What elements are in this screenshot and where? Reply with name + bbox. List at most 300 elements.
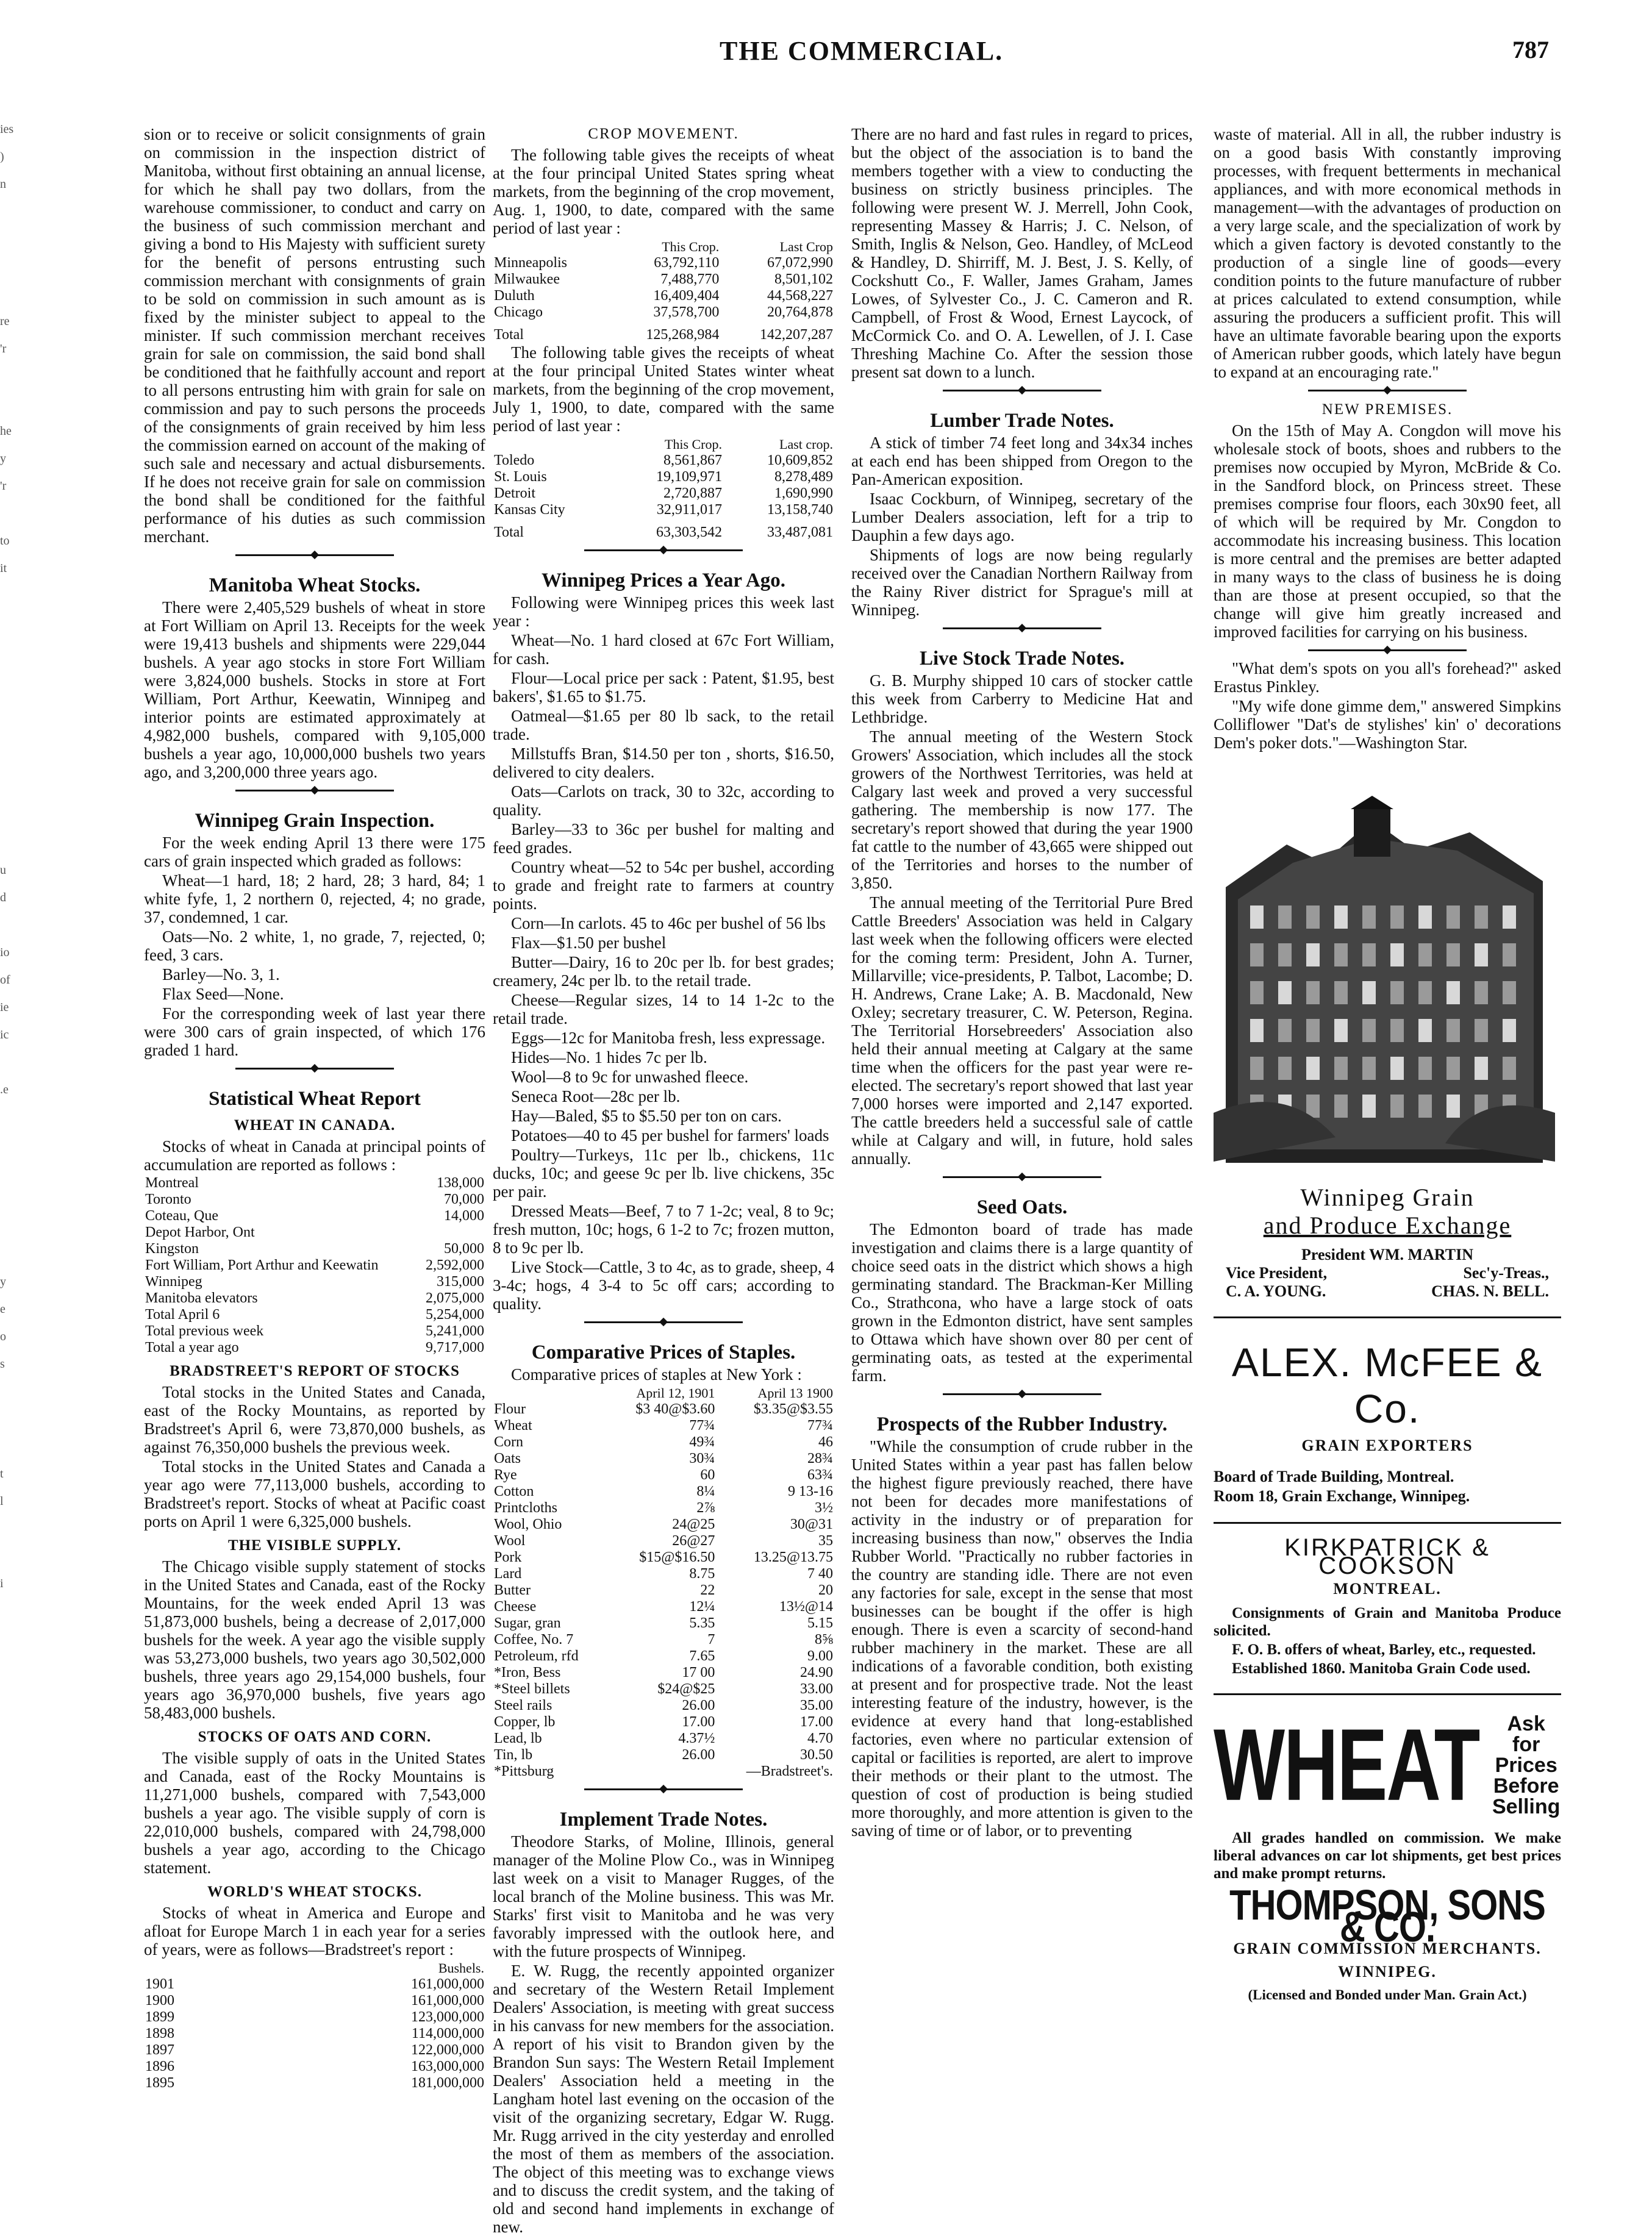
winter-wheat-row <box>493 502 834 518</box>
col-header: Last Crop <box>779 239 833 254</box>
building-window <box>1418 1057 1432 1080</box>
section-divider <box>1308 646 1467 654</box>
building-window <box>1306 943 1320 966</box>
price-item: Butter—Dairy, 16 to 20c per lb. for best grades; creamery, 24c per lb. to the retail trade. <box>493 953 834 990</box>
winter-wheat-total-label: Total <box>494 524 524 540</box>
spring-wheat-row <box>493 304 834 321</box>
spring-wheat-row-b: 44,568,227 <box>767 288 833 304</box>
staple-price-row-b: 77¾ <box>807 1418 833 1434</box>
building-window <box>1362 1057 1376 1080</box>
price-item: Live Stock—Cattle, 3 to 4c, as to grade, sheep, 4 3-4c; hogs, 4 3-4 to 5c off cars; according to quality. <box>493 1258 834 1313</box>
price-item: Potatoes—40 to 45 per bushel for farmers' loads <box>511 1126 829 1145</box>
price-item: Wool—8 to 9c for unwashed fleece. <box>511 1068 749 1086</box>
staple-price-row-a: 2⅞ <box>696 1500 715 1516</box>
winter-wheat-row <box>493 469 834 485</box>
canada-stock-row-place: Fort William, Port Arthur and Keewatin <box>145 1257 379 1273</box>
building-window <box>1250 981 1264 1004</box>
spring-wheat-total-a: 125,268,984 <box>646 327 720 343</box>
staple-price-row-b: 30.50 <box>800 1747 833 1763</box>
inspection-paragraph: Wheat—1 hard, 18; 2 hard, 28; 3 hard, 84; 1 white fyfe, 1, 2 northern 0, rejected, 4; no grade, 37, condemned, 1 car. <box>144 871 485 926</box>
spring-wheat-row-city: Minneapolis <box>494 255 567 271</box>
winter-wheat-row-b: 10,609,852 <box>767 452 833 468</box>
building-window <box>1306 905 1320 929</box>
price-item: Barley—33 to 36c per bushel for malting and feed grades. <box>493 820 834 857</box>
new-premises-heading: NEW PREMISES. <box>1321 401 1453 418</box>
staple-price-row-item: Printcloths <box>494 1500 558 1516</box>
canada-total-row-label: Total a year ago <box>145 1340 239 1356</box>
building-window <box>1475 1057 1488 1080</box>
building-window <box>1306 1095 1320 1118</box>
sec-label: Sec'y-Treas., <box>1463 1264 1549 1282</box>
canada-total-row <box>144 1323 485 1340</box>
price-item: Hides—No. 1 hides 7c per lb. <box>511 1048 707 1066</box>
livestock-paragraph: G. B. Murphy shipped 10 cars of stocker cattle this week from Carberry to Medicine Hat and Lethbridge. <box>851 671 1193 726</box>
section-divider <box>943 386 1101 395</box>
staple-price-row-b: 28¾ <box>807 1451 833 1466</box>
price-item: Country wheat—52 to 54c per bushel, according to grade and freight rate to farmers at country points. <box>493 858 834 913</box>
visible-supply-subheading: THE VISIBLE SUPPLY. <box>227 1537 402 1554</box>
canada-stock-row <box>144 1208 485 1224</box>
winter-wheat-total <box>493 518 834 541</box>
spring-wheat-row-city: Duluth <box>494 288 535 304</box>
canada-total-row-value: 9,717,000 <box>426 1340 484 1356</box>
rubber-heading: Prospects of the Rubber Industry. <box>876 1413 1168 1435</box>
spring-wheat-row-a: 63,792,110 <box>654 255 720 271</box>
col-header: This Crop. <box>662 239 720 254</box>
col-header: April 13 1900 <box>757 1385 833 1401</box>
staple-price-row-a: 30¾ <box>689 1451 715 1466</box>
building-window <box>1306 981 1320 1004</box>
staple-price-row-a: 5.35 <box>689 1615 715 1631</box>
canada-stock-row-value: 138,000 <box>437 1175 484 1191</box>
sec-name: CHAS. N. BELL. <box>1431 1282 1549 1300</box>
canada-stock-row-value <box>415 1224 485 1241</box>
bradstreet-subheading: BRADSTREET'S REPORT OF STOCKS <box>170 1363 460 1379</box>
kirkpatrick-ad-line: Established 1860. Manitoba Grain Code used. <box>1232 1660 1531 1677</box>
staple-price-row-item: Oats <box>494 1451 521 1466</box>
exchange-title <box>1214 1184 1561 1240</box>
implement-paragraph: E. W. Rugg, the recently appointed organizer and secretary of the Western Retail Implement Dealers' Association, is meeting with great success in his canvass for new members for the association. A report of his visit to Brandon given by the Brandon Sun says: The Western Retail Implement Dealers' Association held a meeting in the Langham hotel last evening on the occasion of the visit of the organizing secretary, Edgar W. Rugg. Mr. Rugg arrived in the city yesterday and enrolled the most of them as members of the association. The object of this meeting was to exchange views and to discuss the credit system, and the taking of old and second hand implements in exchange of new. <box>493 1962 834 2236</box>
winter-wheat-row-city: Toledo <box>494 452 535 468</box>
canada-total-row <box>144 1340 485 1356</box>
building-window <box>1475 943 1488 966</box>
world-stocks-table <box>144 1960 485 2091</box>
staple-price-row-item: Lard <box>494 1566 522 1582</box>
canada-stock-row <box>144 1241 485 1257</box>
canada-stock-row <box>144 1274 485 1290</box>
staple-price-row-a: $15@$16.50 <box>639 1549 715 1565</box>
building-window <box>1278 1019 1292 1042</box>
staple-price-row-item: Sugar, gran <box>494 1615 561 1631</box>
staple-price-row <box>493 1549 834 1566</box>
building-window <box>1334 905 1348 929</box>
crop-intro-winter: The following table gives the receipts of wheat at the four principal United States winter wheat markets, from the beginning of the crop movement, July 1, 1900, to date, compared with the same period of last year : <box>493 343 834 435</box>
building-window <box>1446 1057 1460 1080</box>
staple-price-row <box>493 1615 834 1632</box>
commission-act-text: sion or to receive or solicit consignments of grain on commission in the inspection district of Manitoba, without first obtaining an annual license, for which he shall pay two dollars, from the warehouse commissioner, to conduct and carry on the business of such commission merchant and giving a bond to His Majesty with sufficient surety for the benefit of persons entrusting such commission merchant with consignments of grain to be sold on commission in such amount as is fixed by the minister subject to appeal to the minister. If such commission merchant receives grain for sale on commission, the said bond shall be conditioned that he faithfully account and report to all persons entrusting him with grain for sale on commission and pay to such persons the proceeds of the consignments of grain received by him less the commission earned on account of the making of such sale and necessary and actual disbursements. If he does not receive grain for sale on commission the bond shall be conditioned for the faithful performance of his duties as such commission merchant. <box>144 125 485 546</box>
section-divider <box>1308 386 1467 395</box>
world-stock-row-year: 1899 <box>145 2009 174 2025</box>
exchange-title-line1: Winnipeg Grain <box>1300 1184 1475 1211</box>
building-window <box>1362 1019 1376 1042</box>
staple-price-row <box>493 1418 834 1434</box>
spring-wheat-total-b: 142,207,287 <box>760 327 833 343</box>
staple-price-row-item: Rye <box>494 1467 517 1483</box>
canada-stock-row-place: Montreal <box>145 1175 199 1191</box>
canada-stock-row-place: Depot Harbor, Ont <box>145 1224 255 1240</box>
mcfee-address-line: Board of Trade Building, Montreal. <box>1214 1468 1454 1485</box>
staple-price-row-b: 17.00 <box>800 1714 833 1730</box>
wheat-ad <box>1214 1708 1561 1823</box>
staple-price-row <box>493 1516 834 1533</box>
building-window <box>1503 905 1516 929</box>
staple-price-row <box>493 1533 834 1549</box>
winter-wheat-row <box>493 485 834 502</box>
world-stock-row-value: 161,000,000 <box>411 1976 484 1992</box>
winter-wheat-row-city: Kansas City <box>494 502 565 518</box>
building-window <box>1390 1057 1404 1080</box>
livestock-heading: Live Stock Trade Notes. <box>919 648 1125 670</box>
world-stock-row <box>144 2042 485 2059</box>
world-stock-row-year: 1901 <box>145 1976 174 1992</box>
staple-price-row-item: Wool, Ohio <box>494 1516 562 1532</box>
staple-price-row-a: 17.00 <box>682 1714 715 1730</box>
staple-price-row-b: 13.25@13.75 <box>753 1549 833 1565</box>
kirkpatrick-ad-line: Consignments of Grain and Manitoba Produce solicited. <box>1214 1605 1561 1639</box>
staple-price-row-b: 30@31 <box>790 1516 833 1532</box>
mcfee-ad-address <box>1214 1467 1561 1506</box>
bradstreet-paragraph: Total stocks in the United States and Canada, east of the Rocky Mountains, as reported by Bradstreet's April 6, were 73,870,000 bushels, as against 76,350,000 bushels the previous week. <box>144 1383 485 1456</box>
left-margin-bleed-text: ies ) n re 'r he y 'r to it u d io of ie ic .e y e o s t l i <box>0 123 14 1590</box>
kirkpatrick-ad-body <box>1214 1604 1561 1677</box>
spring-wheat-row-city: Chicago <box>494 304 543 320</box>
price-item: Eggs—12c for Manitoba fresh, less expressage. <box>511 1029 826 1047</box>
staple-price-row-item: Corn <box>494 1434 523 1450</box>
canada-stock-row-value: 14,000 <box>444 1208 484 1224</box>
oats-corn-subheading: STOCKS OF OATS AND CORN. <box>198 1729 432 1745</box>
canada-stock-row-place: Kingston <box>145 1241 199 1257</box>
building-window <box>1418 1019 1432 1042</box>
ad-divider <box>1214 1316 1561 1318</box>
crop-movement-heading: CROP MOVEMENT. <box>588 126 739 142</box>
exchange-title-line2: and Produce Exchange <box>1263 1212 1512 1239</box>
staples-table <box>493 1385 834 1780</box>
building-window <box>1250 1057 1264 1080</box>
mcfee-address-line: Room 18, Grain Exchange, Winnipeg. <box>1214 1487 1470 1505</box>
spring-wheat-table <box>493 238 834 343</box>
price-item: Following were Winnipeg prices this week last year : <box>493 593 834 630</box>
page-number: 787 <box>1512 36 1549 63</box>
world-stocks-subheading: WORLD'S WHEAT STOCKS. <box>207 1884 422 1900</box>
staple-price-row-b: $3.35@$3.55 <box>753 1401 833 1417</box>
staple-price-row <box>493 1714 834 1731</box>
spring-wheat-row-b: 8,501,102 <box>774 271 833 287</box>
building-window <box>1446 905 1460 929</box>
canada-total-row-label: Total April 6 <box>145 1307 220 1323</box>
inspection-paragraph: For the corresponding week of last year there were 300 cars of grain inspected, of which 176 graded 1 hard. <box>144 1004 485 1059</box>
world-stock-row <box>144 1976 485 1993</box>
prices-list <box>493 593 834 1313</box>
spring-wheat-row-a: 16,409,404 <box>653 288 720 304</box>
staple-price-row-a: 77¾ <box>689 1418 715 1434</box>
building-window <box>1418 981 1432 1004</box>
wheat-in-canada-subheading: WHEAT IN CANADA. <box>234 1117 396 1134</box>
staple-price-row-a: 60 <box>700 1467 715 1483</box>
column-4 <box>1214 125 1561 2156</box>
staple-price-row <box>493 1484 834 1500</box>
world-stock-row-value: 181,000,000 <box>411 2075 484 2091</box>
section-divider <box>235 786 394 795</box>
canada-stock-row <box>144 1224 485 1241</box>
lumber-paragraph: Shipments of logs are now being regularly received over the Canadian Northern Railway from the Rainy River district for Sprague's mill at Winnipeg. <box>851 546 1193 619</box>
staple-price-row <box>493 1451 834 1467</box>
building-window <box>1334 1019 1348 1042</box>
staple-price-row <box>493 1467 834 1484</box>
section-divider <box>584 1318 743 1326</box>
running-title: THE COMMERCIAL. <box>720 36 1004 66</box>
column-2 <box>493 125 834 2236</box>
staples-heading: Comparative Prices of Staples. <box>531 1341 796 1363</box>
col-header: Last crop. <box>779 437 833 452</box>
winter-wheat-row-a: 32,911,017 <box>656 502 723 518</box>
section-divider <box>235 551 394 559</box>
canada-stock-row <box>144 1257 485 1274</box>
spring-wheat-row <box>493 271 834 288</box>
ad-divider <box>1214 1522 1561 1524</box>
staple-price-row-b: 46 <box>818 1434 833 1450</box>
building-window <box>1503 943 1516 966</box>
winter-wheat-row-a: 19,109,971 <box>656 469 723 485</box>
building-window <box>1278 1057 1292 1080</box>
price-item: Poultry—Turkeys, 11c per lb., chickens, 11c ducks, 10c; and geese 9c per lb. live chickens, 35c per pair. <box>493 1146 834 1201</box>
building-window <box>1446 943 1460 966</box>
staple-price-row-b: 24.90 <box>800 1665 833 1681</box>
mcfee-ad-name: ALEX. McFEE & Co. <box>1231 1340 1543 1431</box>
staple-price-row-item: Butter <box>494 1582 531 1598</box>
staple-price-row <box>493 1681 834 1698</box>
spring-wheat-row <box>493 255 834 271</box>
building-window <box>1278 943 1292 966</box>
staple-price-row-item: Wheat <box>494 1418 532 1434</box>
inspection-paragraph: Oats—No. 2 white, 1, no grade, 7, rejected, 0; feed, 3 cars. <box>144 927 485 964</box>
wheat-ad-tagline <box>1491 1713 1561 1817</box>
world-stock-row-value: 161,000,000 <box>411 1993 484 2009</box>
implement-heading: Implement Trade Notes. <box>559 1809 768 1831</box>
building-window <box>1475 905 1488 929</box>
staple-price-row-a: 24@25 <box>672 1516 715 1532</box>
lumber-heading: Lumber Trade Notes. <box>930 410 1114 432</box>
world-stock-row-year: 1900 <box>145 1993 174 2009</box>
staple-price-row-item: Tin, lb <box>494 1747 533 1763</box>
col-header: April 12, 1901 <box>636 1385 715 1401</box>
staple-price-row-b: 13½@14 <box>779 1599 833 1615</box>
world-stocks-paragraph: Stocks of wheat in America and Europe and afloat for Europe March 1 in each year for a series of years, were as follows—Bradstreet's report : <box>144 1904 485 1959</box>
price-item: Wheat—No. 1 hard closed at 67c Fort William, for cash. <box>493 631 834 668</box>
staple-price-row-a: 4.37½ <box>678 1731 715 1746</box>
world-stock-row-year: 1895 <box>145 2075 174 2091</box>
staple-price-row-item: Pork <box>494 1549 522 1565</box>
staple-price-row <box>493 1747 834 1763</box>
rubber-paragraph: "While the consumption of crude rubber in the United States within a year past has fallen below the highest figure previously reached, there have not been for decades more manifestations of activity in the industry or of preparation for increasing business than now," observes the India Rubber World. "Practically no rubber factories in the country are standing idle. There are not even any factories for sale, except in the sense that most businesses can be bought if the offer is high enough. There is even a scarcity of second-hand rubber machinery in the market. These are all indications of a favorable condition, both existing at present and for prospective trade. Not the least interesting feature of the industry, however, is the evidence at every hand that long-established factories, even where no particular extension of capital or facilities is reported, are alert to improve their methods or their plant to the utmost. The question of cost of production is being studied more thoroughly, and more attention is given to the saving of time or of labor, or to preventing <box>851 1437 1193 1840</box>
building-window <box>1390 905 1404 929</box>
building-window <box>1278 981 1292 1004</box>
building-window <box>1250 1019 1264 1042</box>
kirkpatrick-ad-name: KIRKPATRICK & COOKSON <box>1284 1534 1490 1579</box>
ad-divider <box>1214 1693 1561 1695</box>
world-stock-row <box>144 2009 485 2026</box>
winter-wheat-total-b: 33,487,081 <box>767 524 833 540</box>
mcfee-ad-sub: GRAIN EXPORTERS <box>1301 1437 1473 1454</box>
thompson-city: WINNIPEG. <box>1338 1963 1437 1981</box>
staple-price-row-item: Cheese <box>494 1599 537 1615</box>
livestock-paragraph: The annual meeting of the Territorial Pure Bred Cattle Breeders' Association was held in Calgary last week when the following officers were elected for the coming term: President, John A. Turner, Millarville; vice-presidents, P. Talbot, Lacombe; D. H. Andrews, Crane Lake; A. B. Macdonald, New Oxley; secretary treasurer, C. W. Peterson, Regina. The Territorial Horsebreeders' Association also held their annual meeting at Calgary at the same time when the officers for the past year were re-elected. The secretary's report showed that last year 7,000 horses were imported and 2,147 exported. The cattle breeders held a successful sale of cattle while at Calgary and will, in future, hold sales annually. <box>851 893 1193 1168</box>
staple-price-row <box>493 1401 834 1418</box>
lumber-paragraph: Isaac Cockburn, of Winnipeg, secretary of the Lumber Dealers association, left for a trip to Dauphin a few days ago. <box>851 490 1193 545</box>
winter-wheat-row-b: 13,158,740 <box>767 502 833 518</box>
canada-stock-row-place: Coteau, Que <box>145 1208 218 1224</box>
staple-price-row-a: $3 40@$3.60 <box>635 1401 715 1417</box>
building-window <box>1334 1095 1348 1118</box>
canada-stock-row-value: 50,000 <box>444 1241 484 1257</box>
building-window <box>1362 981 1376 1004</box>
building-window <box>1390 1019 1404 1042</box>
section-divider <box>584 1785 743 1793</box>
building-window <box>1418 905 1432 929</box>
price-item: Dressed Meats—Beef, 7 to 7 1-2c; veal, 8 to 9c; fresh mutton, 10c; hogs, 6 1-2 to 7c; frozen mutton, 8 to 9c per lb. <box>493 1202 834 1257</box>
winter-wheat-total-a: 63,303,542 <box>656 524 723 540</box>
col-header: This Crop. <box>664 437 723 452</box>
staple-price-row-item: Cotton <box>494 1484 534 1499</box>
spring-wheat-row-b: 67,072,990 <box>767 255 833 271</box>
exchange-building-illustration <box>1214 796 1555 1168</box>
staple-price-row-a: 26.00 <box>682 1698 715 1713</box>
staple-price-row-a: 22 <box>700 1582 715 1598</box>
price-item: Flax—$1.50 per bushel <box>511 934 667 952</box>
section-divider <box>943 1173 1101 1181</box>
staple-price-row-item: Coffee, No. 7 <box>494 1632 574 1648</box>
wheat-tagline-line: Prices <box>1495 1754 1557 1777</box>
building-window <box>1334 943 1348 966</box>
staple-price-row-a: 7 <box>707 1632 715 1648</box>
inspection-paragraph: For the week ending April 13 there were 175 cars of grain inspected which graded as follows: <box>144 834 485 870</box>
staple-price-row-b: 4.70 <box>807 1731 833 1746</box>
building-window <box>1475 981 1488 1004</box>
staple-price-row-b: 9.00 <box>807 1648 833 1664</box>
spring-wheat-total-label: Total <box>494 327 524 343</box>
world-stock-row-value: 114,000,000 <box>411 2026 484 2041</box>
canada-stock-row-place: Toronto <box>145 1191 191 1207</box>
building-window <box>1250 905 1264 929</box>
canada-stock-row <box>144 1191 485 1208</box>
building-window <box>1503 981 1516 1004</box>
building-window <box>1362 905 1376 929</box>
canada-stock-row-value: 2,592,000 <box>426 1257 484 1273</box>
building-window <box>1446 1095 1460 1118</box>
canada-total-row-value: 5,254,000 <box>426 1307 484 1323</box>
staple-price-row-item: Lead, lb <box>494 1731 542 1746</box>
building-window <box>1503 1019 1516 1042</box>
price-item: Hay—Baled, $5 to $5.50 per ton on cars. <box>511 1107 782 1125</box>
staples-intro: Comparative prices of staples at New York : <box>511 1365 802 1384</box>
staple-price-row <box>493 1500 834 1516</box>
building-window <box>1306 1019 1320 1042</box>
spring-wheat-row-b: 20,764,878 <box>767 304 833 320</box>
joke-paragraph: "What dem's spots on you all's forehead?" asked Erastus Pinkley. <box>1214 659 1561 696</box>
section-divider <box>584 546 743 554</box>
staple-price-row-b: 9 13-16 <box>788 1484 833 1499</box>
vp-label: Vice President, <box>1226 1264 1328 1282</box>
staple-price-row <box>493 1665 834 1681</box>
winnipeg-prices-heading: Winnipeg Prices a Year Ago. <box>542 570 785 591</box>
building-window <box>1446 981 1460 1004</box>
building-window <box>1362 943 1376 966</box>
winter-wheat-row-city: St. Louis <box>494 469 547 485</box>
staple-price-row-a: 7.65 <box>689 1648 715 1664</box>
staple-price-row-a: 12¼ <box>689 1599 715 1615</box>
section-divider <box>943 1390 1101 1398</box>
price-item: Seneca Root—28c per lb. <box>511 1087 681 1105</box>
staple-price-row-a: $24@$25 <box>657 1681 715 1697</box>
staple-price-row-b: 35.00 <box>800 1698 833 1713</box>
canada-total-row-value: 5,241,000 <box>426 1323 484 1339</box>
world-stock-row-value: 123,000,000 <box>411 2009 484 2025</box>
canada-stock-row-value: 2,075,000 <box>426 1290 484 1306</box>
price-item: Oats—Carlots on track, 30 to 32c, according to quality. <box>493 782 834 819</box>
building-window <box>1418 1095 1432 1118</box>
price-item: Cheese—Regular sizes, 14 to 14 1-2c to the retail trade. <box>493 991 834 1027</box>
staple-price-row-b: 33.00 <box>800 1681 833 1697</box>
world-stock-row <box>144 2059 485 2075</box>
price-item: Flour—Local price per sack : Patent, $1.95, best bakers', $1.65 to $1.75. <box>493 669 834 705</box>
inspection-paragraph: Barley—No. 3, 1. <box>162 965 280 984</box>
wheat-tagline-line: Ask for <box>1507 1712 1545 1756</box>
price-item: Corn—In carlots. 45 to 46c per bushel of 56 lbs <box>511 914 826 932</box>
canada-stock-row <box>144 1175 485 1191</box>
kirkpatrick-ad-city: MONTREAL. <box>1333 1580 1442 1598</box>
wheat-tagline-line: Selling <box>1492 1795 1561 1818</box>
implement-paragraph: Theodore Starks, of Moline, Illinois, general manager of the Moline Plow Co., was in Winnipeg last week on a visit to Manager Rugges, of the local branch of the Moline business. This was Mr. Starks' first visit to Manitoba and he was very favorably impressed with the outlook here, and with the future prospects of Winnipeg. <box>493 1832 834 1960</box>
seed-oats-paragraph: The Edmonton board of trade has made investigation and claims there is a large quantity of choice seed oats in the district which shows a high germinating standard. The Brackman-Ker Milling Co., Strathcona, who have a large stock of oats grown in the Edmonton district, have sent samples to Ottawa which have shown over 80 per cent of germinating oats, as tested at the experimental farm. <box>851 1220 1193 1385</box>
staple-price-row-b: 8⅝ <box>815 1632 833 1648</box>
column-3 <box>851 125 1193 2156</box>
building-window <box>1278 905 1292 929</box>
staple-price-row-b: 5.15 <box>807 1615 833 1631</box>
rubber-continued-text: waste of material. All in all, the rubber industry is on a good basis With constantly improving processes, with frequent betterments in mechanical appliances, and with more economical methods in management—with the advantages of production on a very large scale, and the specialization of work by which a given factory is devoted constantly to the production of a single line of goods—every condition points to the future manufacture of rubber at prices calculated to extend consumption, while assuring the producers a sufficient profit. This will have an ultimate favorable bearing upon the exports of American rubber goods, which lately have begun to expand at an encouraging rate." <box>1214 125 1561 381</box>
building-window <box>1446 1019 1460 1042</box>
winter-wheat-row-a: 2,720,887 <box>663 485 723 501</box>
staple-price-row-a: 49¾ <box>689 1434 715 1450</box>
staple-price-row-item: *Iron, Bess <box>494 1665 561 1681</box>
price-item: Millstuffs Bran, $14.50 per ton , shorts, $16.50, delivered to city dealers. <box>493 745 834 781</box>
staple-price-row <box>493 1582 834 1599</box>
spring-wheat-row-city: Milwaukee <box>494 271 560 287</box>
spring-wheat-row <box>493 288 834 304</box>
manitoba-wheat-stocks-body: There were 2,405,529 bushels of wheat in store at Fort William on April 13. Receipts for the week were 19,413 bushels and shipments were 229,044 bushels. A year ago stocks in store Fort William were 3,824,000 bushels. Stocks in store at Fort William, Port Arthur, Keewatin, Winnipeg and interior points are estimated approximately at 4,982,000 bushels, compared with 9,105,000 bushels a year ago, 10,000,000 bushels two years ago, and 3,200,000 three years ago. <box>144 598 485 781</box>
winter-wheat-row-a: 8,561,867 <box>663 452 723 468</box>
staple-price-row-item: Copper, lb <box>494 1714 556 1730</box>
wheat-tagline-line: Before <box>1493 1774 1559 1798</box>
new-premises-paragraph: On the 15th of May A. Congdon will move his wholesale stock of boots, shoes and rubbers to the premises now occupied by Myron, McBride & Co. in the Sandford block, on Princess street. These premises comprise four floors, each 30x90 feet, all of which will be required by Mr. Congdon to accommodate his increasing business. This location is more central and the premises are better adapted in many ways to the class of business he is doing than are those at present occupied, so that the change will give him greatly increased and improved facilities for carrying on his business. <box>1214 421 1561 641</box>
spring-wheat-row-a: 7,488,770 <box>660 271 720 287</box>
winter-wheat-row-b: 8,278,489 <box>774 469 833 485</box>
canada-total-row-label: Total previous week <box>145 1323 264 1339</box>
manitoba-wheat-stocks-heading: Manitoba Wheat Stocks. <box>209 574 421 596</box>
inspection-paragraph: Flax Seed—None. <box>162 985 284 1003</box>
staple-price-row-b: 3½ <box>815 1500 833 1516</box>
spring-wheat-total <box>493 321 834 343</box>
staple-price-row-item: *Steel billets <box>494 1681 570 1697</box>
building-window <box>1418 943 1432 966</box>
